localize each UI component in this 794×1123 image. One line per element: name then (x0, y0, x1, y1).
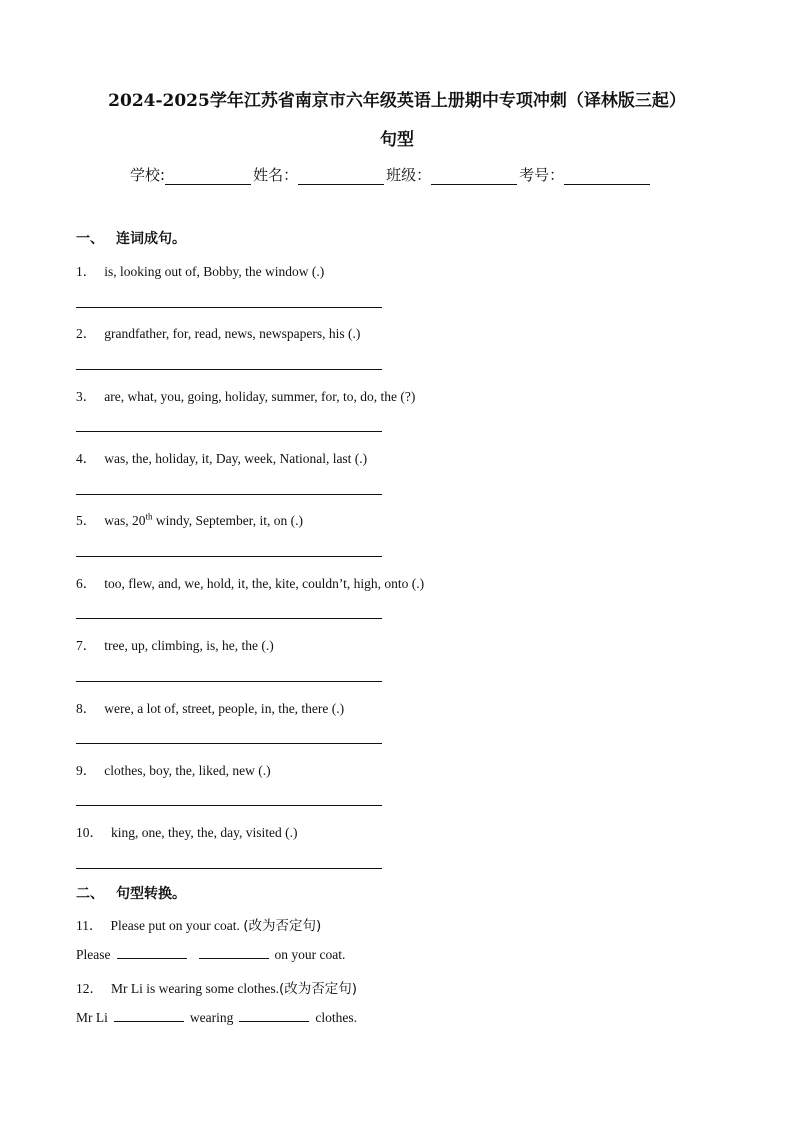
class-label: 班级： (386, 166, 432, 184)
answer-end: clothes. (315, 1010, 357, 1025)
question-number: 5． (76, 513, 97, 528)
question-text: are, what, you, going, holiday, summer, for, to, do, the (?) (104, 389, 416, 404)
answer-line-3[interactable] (76, 431, 382, 432)
answer-line-6[interactable] (76, 618, 382, 619)
question-4 (76, 447, 367, 467)
answer-end: on your coat. (274, 947, 346, 962)
answer-line-4[interactable] (76, 494, 382, 495)
answer-blank[interactable] (117, 946, 187, 959)
question-number: 4． (76, 451, 97, 466)
question-3 (76, 385, 415, 405)
question-number: 3． (76, 389, 97, 404)
question-number: 11． (76, 918, 103, 933)
section-number: 二、 (76, 886, 104, 902)
answer-12 (76, 1009, 357, 1026)
document-subtitle: 句型 (380, 130, 414, 150)
answer-mid: wearing (189, 1010, 234, 1025)
ordinal-suffix: th (145, 511, 153, 522)
student-info-row (130, 164, 652, 185)
answer-start: Please (76, 947, 111, 962)
question-text: tree, up, climbing, is, he, the (.) (104, 638, 274, 653)
question-number: 10． (76, 825, 103, 840)
question-number: 2． (76, 326, 97, 341)
answer-line-5[interactable] (76, 556, 382, 557)
question-5 (76, 509, 303, 529)
section-title: 句型转换。 (116, 886, 186, 902)
question-text-end: windy, September, it, on (.) (152, 513, 303, 528)
question-text: is, looking out of, Bobby, the window (.) (104, 264, 325, 279)
number-blank[interactable] (564, 168, 650, 185)
school-label: 学校: (130, 166, 166, 184)
question-1 (76, 260, 324, 280)
answer-blank[interactable] (114, 1009, 184, 1022)
answer-line-10[interactable] (76, 868, 382, 869)
section-title: 连词成句。 (116, 231, 186, 247)
question-11 (76, 914, 321, 934)
answer-start: Mr Li (76, 1010, 108, 1025)
school-blank[interactable] (165, 168, 251, 185)
question-7 (76, 634, 274, 654)
answer-line-9[interactable] (76, 805, 382, 806)
question-12 (76, 977, 357, 997)
question-text: were, a lot of, street, people, in, the, there (.) (104, 701, 345, 716)
question-number: 6． (76, 576, 97, 591)
question-text: grandfather, for, read, news, newspapers, his (.) (104, 326, 361, 341)
question-text: Please put on your coat. (110, 918, 240, 933)
question-text-start: was, 20 (104, 513, 146, 528)
section-heading-2 (76, 883, 186, 903)
question-number: 7． (76, 638, 97, 653)
section-number: 一、 (76, 231, 104, 247)
question-text: too, flew, and, we, hold, it, the, kite, couldn’t, high, onto (.) (104, 576, 425, 591)
answer-blank[interactable] (239, 1009, 309, 1022)
name-blank[interactable] (298, 168, 384, 185)
question-hint: (改为否定句) (243, 918, 322, 934)
question-10 (76, 821, 297, 841)
answer-blank[interactable] (199, 946, 269, 959)
question-hint: (改为否定句) (278, 981, 358, 997)
answer-line-7[interactable] (76, 681, 382, 682)
question-text: was, the, holiday, it, Day, week, National, last (.) (104, 451, 368, 466)
answer-11 (76, 946, 345, 963)
class-blank[interactable] (431, 168, 517, 185)
answer-line-2[interactable] (76, 369, 382, 370)
section-heading-1 (76, 228, 186, 248)
question-text: Mr Li is wearing some clothes. (111, 981, 279, 996)
answer-line-8[interactable] (76, 743, 382, 744)
document-title: 2024-2025学年江苏省南京市六年级英语上册期中专项冲刺（译林版三起） (108, 91, 686, 111)
question-text: clothes, boy, the, liked, new (.) (104, 763, 271, 778)
question-number: 8． (76, 701, 97, 716)
question-number: 9． (76, 763, 97, 778)
question-9 (76, 759, 271, 779)
number-label: 考号： (519, 166, 565, 184)
question-number: 12． (76, 981, 103, 996)
question-6 (76, 572, 424, 592)
question-8 (76, 697, 344, 717)
name-label: 姓名： (253, 166, 299, 184)
question-number: 1． (76, 264, 97, 279)
question-text: king, one, they, the, day, visited (.) (111, 825, 298, 840)
answer-line-1[interactable] (76, 307, 382, 308)
question-2 (76, 322, 360, 342)
